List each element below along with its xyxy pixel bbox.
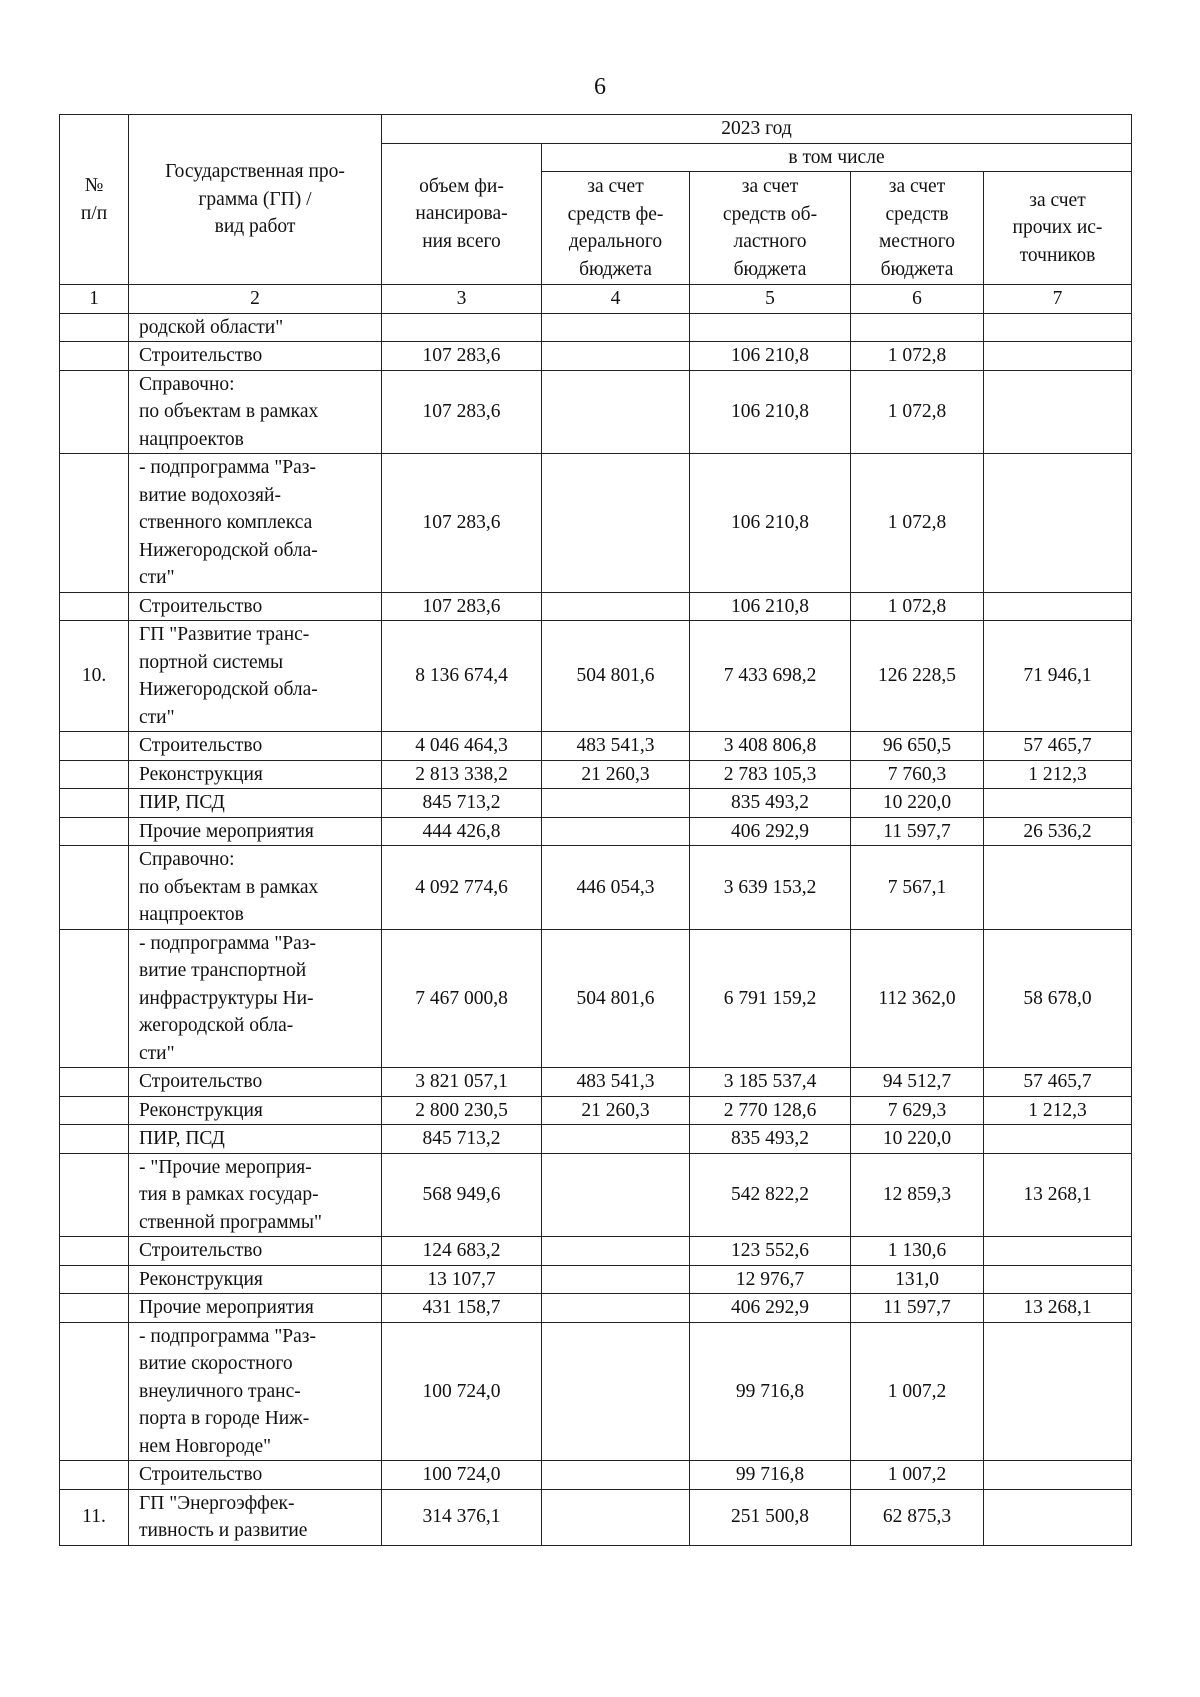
row-number (60, 929, 129, 1068)
value-other: 1 212,3 (984, 1096, 1132, 1125)
value-federal (542, 1153, 690, 1237)
value-other: 1 212,3 (984, 760, 1132, 789)
row-name: Реконструкция (129, 760, 382, 789)
value-local: 1 072,8 (851, 342, 984, 371)
row-name: - подпрограмма "Раз- витие скоростного внеуличного транс- порта в городе Ниж- нем Новгороде" (129, 1322, 382, 1461)
value-local: 1 007,2 (851, 1322, 984, 1461)
table-row (60, 1125, 1132, 1154)
value-total: 107 283,6 (382, 342, 542, 371)
value-federal: 21 260,3 (542, 760, 690, 789)
column-index: 5 (690, 285, 851, 314)
value-other (984, 1125, 1132, 1154)
header-local: за счет средств местного бюджета (851, 172, 984, 285)
value-other: 58 678,0 (984, 929, 1132, 1068)
value-other: 57 465,7 (984, 1068, 1132, 1097)
row-name: ПИР, ПСД (129, 1125, 382, 1154)
value-local: 94 512,7 (851, 1068, 984, 1097)
value-local: 7 629,3 (851, 1096, 984, 1125)
value-other (984, 313, 1132, 342)
header-regional: за счет средств об- ластного бюджета (690, 172, 851, 285)
table-row (60, 342, 1132, 371)
value-regional: 251 500,8 (690, 1489, 851, 1545)
table-row (60, 454, 1132, 593)
table-row (60, 1322, 1132, 1461)
row-name: Справочно: по объектам в рамках нацпроектов (129, 846, 382, 930)
row-name: Прочие мероприятия (129, 1294, 382, 1323)
page-number: 6 (594, 74, 606, 100)
value-federal (542, 454, 690, 593)
value-regional: 123 552,6 (690, 1237, 851, 1266)
value-regional: 99 716,8 (690, 1322, 851, 1461)
value-total: 2 800 230,5 (382, 1096, 542, 1125)
row-name: Прочие мероприятия (129, 817, 382, 846)
table-row (60, 1153, 1132, 1237)
value-local: 1 130,6 (851, 1237, 984, 1266)
row-name: Строительство (129, 732, 382, 761)
value-federal: 504 801,6 (542, 929, 690, 1068)
column-index: 4 (542, 285, 690, 314)
value-total: 100 724,0 (382, 1461, 542, 1490)
value-local: 7 760,3 (851, 760, 984, 789)
row-name: Строительство (129, 592, 382, 621)
row-name: Реконструкция (129, 1096, 382, 1125)
value-regional: 2 770 128,6 (690, 1096, 851, 1125)
row-number (60, 1125, 129, 1154)
value-total: 13 107,7 (382, 1265, 542, 1294)
value-federal: 446 054,3 (542, 846, 690, 930)
value-local: 1 072,8 (851, 370, 984, 454)
row-number (60, 1153, 129, 1237)
column-index: 1 (60, 285, 129, 314)
value-regional: 3 408 806,8 (690, 732, 851, 761)
value-local: 7 567,1 (851, 846, 984, 930)
table-row (60, 1096, 1132, 1125)
value-local: 131,0 (851, 1265, 984, 1294)
value-total: 107 283,6 (382, 454, 542, 593)
row-name: Строительство (129, 342, 382, 371)
row-name: Строительство (129, 1461, 382, 1490)
value-total: 7 467 000,8 (382, 929, 542, 1068)
value-local: 10 220,0 (851, 789, 984, 818)
value-regional: 2 783 105,3 (690, 760, 851, 789)
header-federal: за счет средств фе- дерального бюджета (542, 172, 690, 285)
value-federal (542, 1322, 690, 1461)
value-total: 431 158,7 (382, 1294, 542, 1323)
row-name: ГП "Развитие транс- портной системы Нижегородской обла- сти" (129, 621, 382, 732)
table-body (60, 313, 1132, 1545)
value-federal (542, 817, 690, 846)
table-row (60, 1237, 1132, 1266)
value-other (984, 1322, 1132, 1461)
table-row (60, 592, 1132, 621)
value-total: 107 283,6 (382, 592, 542, 621)
row-number (60, 1294, 129, 1323)
table-row (60, 1489, 1132, 1545)
table-row (60, 1068, 1132, 1097)
table-header (60, 115, 1132, 314)
row-number (60, 732, 129, 761)
value-local: 96 650,5 (851, 732, 984, 761)
value-other (984, 1489, 1132, 1545)
row-name: Реконструкция (129, 1265, 382, 1294)
value-regional: 542 822,2 (690, 1153, 851, 1237)
value-federal (542, 1489, 690, 1545)
row-number (60, 454, 129, 593)
value-federal: 504 801,6 (542, 621, 690, 732)
value-other (984, 342, 1132, 371)
table-row (60, 732, 1132, 761)
row-number (60, 1265, 129, 1294)
header-total: объем фи- нансирова- ния всего (382, 143, 542, 285)
column-index: 2 (129, 285, 382, 314)
value-total: 100 724,0 (382, 1322, 542, 1461)
row-number (60, 846, 129, 930)
value-federal (542, 1265, 690, 1294)
value-regional: 106 210,8 (690, 370, 851, 454)
value-regional: 99 716,8 (690, 1461, 851, 1490)
value-other (984, 1461, 1132, 1490)
value-local: 12 859,3 (851, 1153, 984, 1237)
value-regional: 406 292,9 (690, 1294, 851, 1323)
value-local: 126 228,5 (851, 621, 984, 732)
value-federal (542, 789, 690, 818)
value-regional: 106 210,8 (690, 454, 851, 593)
value-regional: 3 639 153,2 (690, 846, 851, 930)
row-number (60, 817, 129, 846)
table-row (60, 370, 1132, 454)
row-number (60, 760, 129, 789)
value-regional: 835 493,2 (690, 789, 851, 818)
value-total: 2 813 338,2 (382, 760, 542, 789)
value-federal (542, 592, 690, 621)
value-regional: 7 433 698,2 (690, 621, 851, 732)
value-total: 3 821 057,1 (382, 1068, 542, 1097)
value-local (851, 313, 984, 342)
value-total: 444 426,8 (382, 817, 542, 846)
row-number: 11. (60, 1489, 129, 1545)
value-regional: 3 185 537,4 (690, 1068, 851, 1097)
header-other: за счет прочих ис- точников (984, 172, 1132, 285)
value-other: 71 946,1 (984, 621, 1132, 732)
table-row (60, 1461, 1132, 1490)
row-name: ПИР, ПСД (129, 789, 382, 818)
value-regional: 106 210,8 (690, 592, 851, 621)
row-number (60, 313, 129, 342)
table-row (60, 817, 1132, 846)
row-number: 10. (60, 621, 129, 732)
row-number (60, 1068, 129, 1097)
value-other (984, 1265, 1132, 1294)
value-local: 11 597,7 (851, 1294, 984, 1323)
header-including: в том числе (542, 143, 1132, 172)
table-row (60, 313, 1132, 342)
table-row (60, 1294, 1132, 1323)
value-other (984, 789, 1132, 818)
table-row (60, 621, 1132, 732)
value-total: 845 713,2 (382, 789, 542, 818)
value-local: 62 875,3 (851, 1489, 984, 1545)
value-regional: 12 976,7 (690, 1265, 851, 1294)
column-index: 3 (382, 285, 542, 314)
value-local: 112 362,0 (851, 929, 984, 1068)
value-total: 124 683,2 (382, 1237, 542, 1266)
value-other (984, 454, 1132, 593)
table-row (60, 1265, 1132, 1294)
value-regional: 835 493,2 (690, 1125, 851, 1154)
table-row (60, 789, 1132, 818)
row-number (60, 592, 129, 621)
value-total: 568 949,6 (382, 1153, 542, 1237)
row-number (60, 1322, 129, 1461)
value-other: 13 268,1 (984, 1294, 1132, 1323)
value-regional (690, 313, 851, 342)
column-index: 6 (851, 285, 984, 314)
value-other (984, 592, 1132, 621)
value-total: 4 046 464,3 (382, 732, 542, 761)
value-other (984, 370, 1132, 454)
row-name: - подпрограмма "Раз- витие водохозяй- ственного комплекса Нижегородской обла- сти" (129, 454, 382, 593)
value-total: 8 136 674,4 (382, 621, 542, 732)
value-other: 26 536,2 (984, 817, 1132, 846)
value-federal: 21 260,3 (542, 1096, 690, 1125)
value-federal (542, 342, 690, 371)
row-number (60, 1461, 129, 1490)
value-regional: 106 210,8 (690, 342, 851, 371)
value-federal: 483 541,3 (542, 732, 690, 761)
value-other: 57 465,7 (984, 732, 1132, 761)
value-local: 1 007,2 (851, 1461, 984, 1490)
value-regional: 406 292,9 (690, 817, 851, 846)
value-total (382, 313, 542, 342)
row-name: - подпрограмма "Раз- витие транспортной инфраструктуры Ни- жегородской обла- сти" (129, 929, 382, 1068)
header-program: Государственная про- грамма (ГП) / вид работ (129, 115, 382, 285)
table-row (60, 846, 1132, 930)
row-name: Строительство (129, 1237, 382, 1266)
row-name: родской области" (129, 313, 382, 342)
value-other (984, 846, 1132, 930)
value-federal (542, 313, 690, 342)
value-federal (542, 1237, 690, 1266)
value-total: 4 092 774,6 (382, 846, 542, 930)
row-number (60, 789, 129, 818)
value-total: 107 283,6 (382, 370, 542, 454)
row-number (60, 1237, 129, 1266)
value-federal (542, 1125, 690, 1154)
budget-table (59, 114, 1132, 1546)
value-local: 1 072,8 (851, 592, 984, 621)
value-total: 845 713,2 (382, 1125, 542, 1154)
table-row (60, 760, 1132, 789)
value-federal (542, 1294, 690, 1323)
value-local: 10 220,0 (851, 1125, 984, 1154)
value-federal (542, 370, 690, 454)
value-local: 11 597,7 (851, 817, 984, 846)
value-other (984, 1237, 1132, 1266)
row-number (60, 342, 129, 371)
row-name: Строительство (129, 1068, 382, 1097)
header-num: № п/п (60, 115, 129, 285)
value-regional: 6 791 159,2 (690, 929, 851, 1068)
table-row (60, 929, 1132, 1068)
row-name: ГП "Энергоэффек- тивность и развитие (129, 1489, 382, 1545)
value-federal (542, 1461, 690, 1490)
value-local: 1 072,8 (851, 454, 984, 593)
value-federal: 483 541,3 (542, 1068, 690, 1097)
value-total: 314 376,1 (382, 1489, 542, 1545)
row-name: - "Прочие мероприя- тия в рамках государ- ственной программы" (129, 1153, 382, 1237)
row-number (60, 370, 129, 454)
row-name: Справочно: по объектам в рамках нацпроектов (129, 370, 382, 454)
row-number (60, 1096, 129, 1125)
column-index-row (60, 285, 1132, 314)
column-index: 7 (984, 285, 1132, 314)
header-year: 2023 год (382, 115, 1132, 144)
value-other: 13 268,1 (984, 1153, 1132, 1237)
